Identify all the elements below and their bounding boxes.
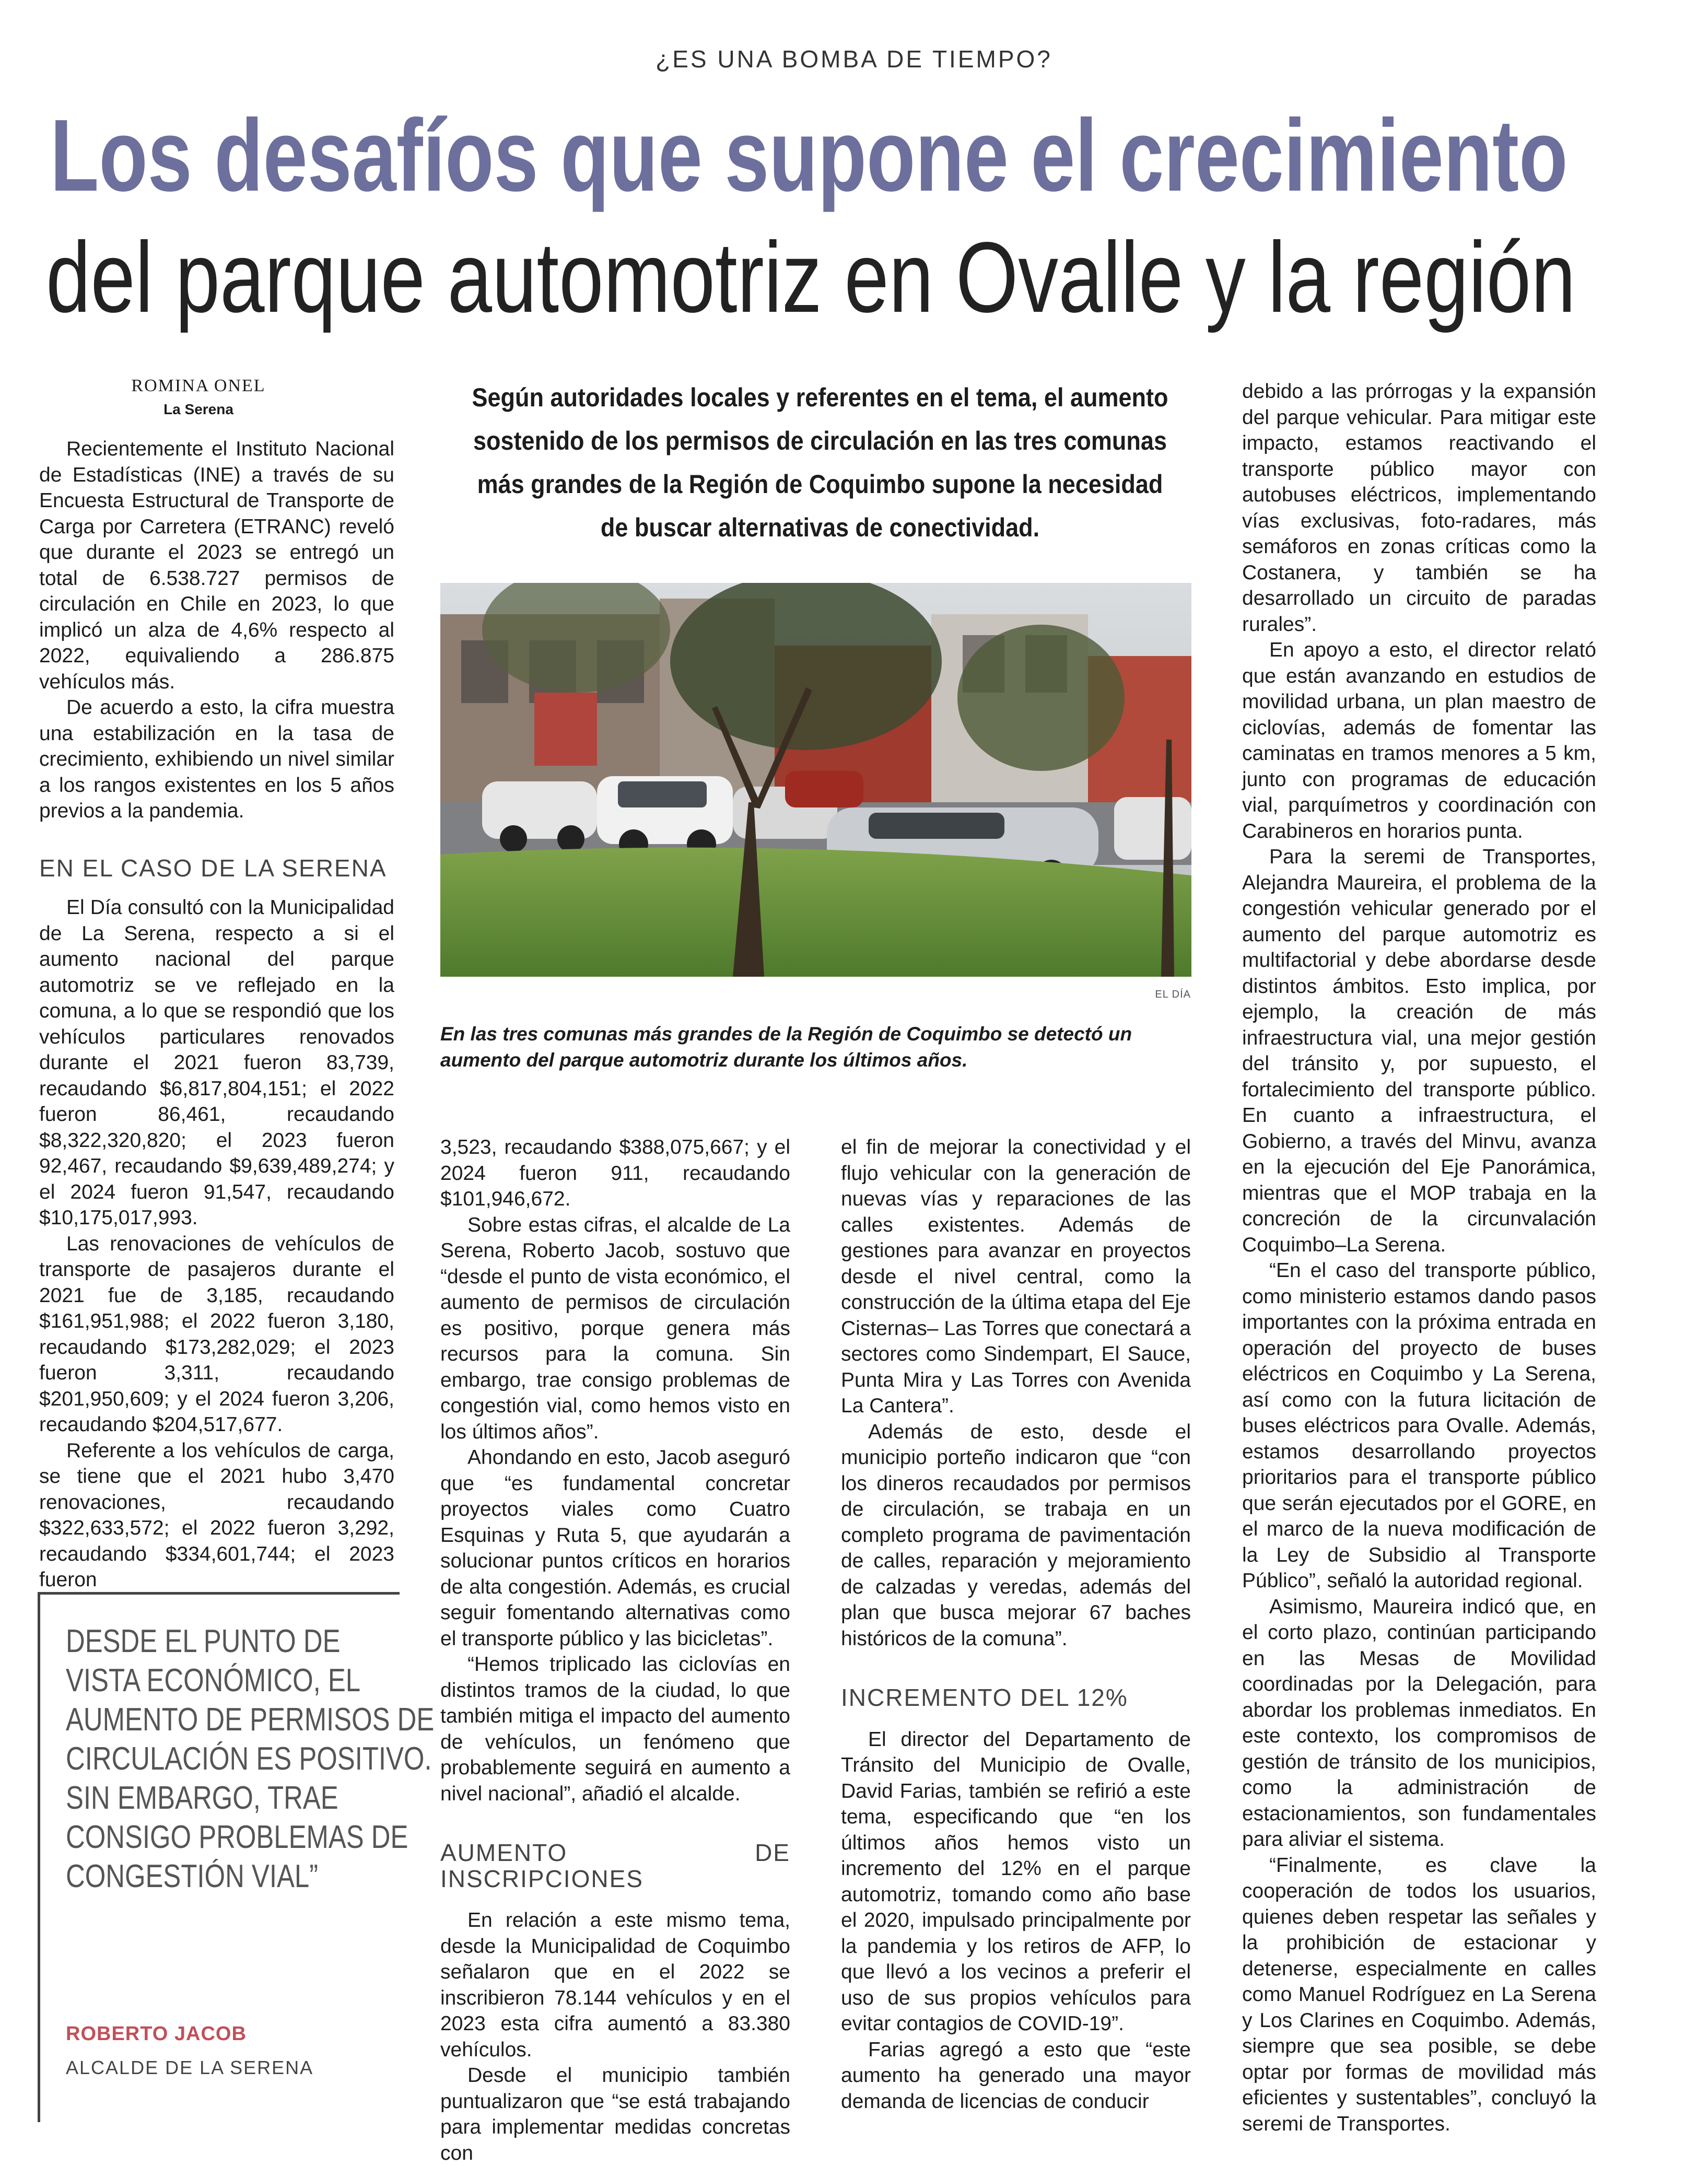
paragraph: “Hemos triplicado las ciclovías en distintos tramos de la ciudad, lo que también mitiga el impacto del aumento de vehículos, un fenómeno que probablemente seguirá en aumento a nivel nacional”, añadió el alcalde. — [440, 1653, 790, 1805]
quote-line: DESDE EL PUNTO DE — [66, 1623, 341, 1659]
quote-line: AUMENTO DE PERMISOS DE — [66, 1702, 435, 1738]
photo-credit: EL DÍA — [1155, 989, 1191, 1000]
quote-author: ROBERTO JACOB — [66, 2023, 247, 2045]
paragraph: Recientemente el Instituto Nacional de Estadísticas (INE) a través de su Encuesta Estructural de Transporte de Carga por Carretera (ETRANC) reveló que durante el 2023 se entregó un total de 6.538.727 permisos de circulación en Chile en 2023, lo que implicó un alza de 4,6% respecto al 2022, equivaliendo a 286.875 vehículos más. — [39, 438, 394, 693]
subhead: EN EL CASO DE LA SERENA — [39, 854, 387, 882]
paragraph: debido a las prórrogas y la expansión del parque vehicular. Para mitigar este impacto, estamos reactivando el transporte público mayor con autobuses eléctricos, implementando vías exclusivas, foto-radares, más semáforos en zonas críticas como la Costanera, y también se ha desarrollado un circuito de paradas rurales”. — [1242, 380, 1596, 636]
paragraph: Ahondando en esto, Jacob aseguró que “es fundamental concretar proyectos viales como Cuatro Esquinas y Ruta 5, que ayudarán a solucionar puntos críticos en horarios de alta congestión. Además, es crucial seguir fomentando alternativas como el transporte público y las bicicletas”. — [440, 1446, 790, 1650]
kicker: ¿ES UNA BOMBA DE TIEMPO? — [656, 45, 1052, 73]
paragraph: Farias agregó a esto que “este aumento ha generado una mayor demanda de licencias de conducir — [841, 2038, 1191, 2113]
paragraph: el fin de mejorar la conectividad y el flujo vehicular con la generación de nuevas vías y reparaciones de las calles existentes. Además de gestiones para avanzar en proyectos desde el nivel central, como la construcción de la última etapa del Eje Cisternas– Las Torres que conectará a sectores como Sindempart, El Sauce, Punta Mira y Las Torres con Avenida La Cantera”. — [841, 1136, 1191, 1417]
column-3 — [841, 1134, 1191, 2114]
subhead: AUMENTO DE INSCRIPCIONES — [440, 1839, 790, 1892]
quote-line: SIN EMBARGO, TRAE — [66, 1780, 338, 1816]
street-traffic-photo — [440, 583, 1191, 977]
paragraph: Desde el municipio también puntualizaron que “se está trabajando para implementar medidas concretas con — [440, 2064, 790, 2164]
paragraph: Asimismo, Maureira indicó que, en el corto plazo, continúan participando en las Mesas de Movilidad coordinadas por la Delegación, para abordar los problemas inmediatos. En este contexto, los compromisos de gestión de tránsito de los municipios, como la administración de estacionamientos, son fundamentales para aliviar el sistema. — [1242, 1595, 1596, 1851]
paragraph: En relación a este mismo tema, desde la Municipalidad de Coquimbo señalaron que en el 2022 se inscribieron 78.144 vehículos y en el 2023 esta cifra aumentó a 83.380 vehículos. — [440, 1909, 790, 2061]
column-2 — [440, 1134, 790, 2166]
headline-secondary: del parque automotriz en Ovalle y la región — [46, 221, 1576, 333]
paragraph: Las renovaciones de vehículos de transporte de pasajeros durante el 2021 fue de 3,185, recaudando $161,951,988; el 2022 fueron 3,180, recaudando $173,282,029; el 2023 fueron 3,311, recaudando $201,950,609; y el 2024 fueron 3,206, recaudando $204,517,677. — [39, 1232, 394, 1436]
quote-line: VISTA ECONÓMICO, EL — [66, 1662, 361, 1699]
byline-place: La Serena — [163, 401, 233, 417]
paragraph: 3,523, recaudando $388,075,667; y el 2024 fueron 911, recaudando $101,946,672. — [440, 1136, 790, 1210]
headline-primary: Los desafíos que supone el crecimiento — [50, 98, 1568, 213]
paragraph: De acuerdo a esto, la cifra muestra una estabilización en la tasa de crecimiento, exhibiendo un nivel similar a los rangos existentes en los 5 años previos a la pandemia. — [39, 696, 394, 822]
paragraph: El Día consultó con la Municipalidad de La Serena, respecto a si el aumento nacional del parque automotriz se ve reflejado en la comuna, a lo que se respondió que los vehículos particulares renovados durante el 2021 fueron 83,739, recaudando $6,817,804,151; el 2022 fueron 86,461, recaudando $8,322,320,820; el 2023 fueron 92,467, recaudando $9,639,489,274; y el 2024 fueron 91,547, recaudando $10,175,017,993. — [39, 896, 394, 1229]
lede: Según autoridades locales y referentes en el tema, el aumento sostenido de los permisos de circulación en las tres comunas más grandes de la Región de Coquimbo supone la necesidad de buscar alternativas de conectividad. — [472, 383, 1168, 542]
quote-line: CONGESTIÓN VIAL” — [66, 1858, 319, 1894]
paragraph: “Finalmente, es clave la cooperación de todos los usuarios, quienes deben respetar las señales y la prohibición de estacionar y detenerse, especialmente en calles como Manuel Rodríguez en La Serena y Los Clarines en Coquimbo. Además, siempre que sea posible, se debe optar por formas de movilidad más eficientes y sustentables”, concluyó la seremi de Transportes. — [1242, 1854, 1596, 2135]
paragraph: El director del Departamento de Tránsito del Municipio de Ovalle, David Farias, también se refirió a este tema, especificando que “en los últimos años hemos visto un incremento del 12% en el parque automotriz, tomando como año base el 2020, impulsado principalmente por la pandemia y los retiros de AFP, lo que llevó a los vecinos a preferir el uso de sus propios vehículos para evitar contagios de COVID-19”. — [841, 1728, 1191, 2035]
quote-line: CONSIGO PROBLEMAS DE — [66, 1819, 408, 1855]
column-1 — [39, 436, 394, 1593]
article-photo — [440, 583, 1191, 977]
paragraph: Además de esto, desde el municipio porteño indicaron que “con los dineros recaudados por permisos de circulación, se trabaja en un completo programa de pavimentación de calles, reparación y mejoramiento de calzadas y veredas, además del plan que busca mejorar 67 baches históricos de la comuna”. — [841, 1420, 1191, 1650]
column-4 — [1242, 379, 1596, 2137]
photo-caption: En las tres comunas más grandes de la Región de Coquimbo se detectó un aumento del parque automotriz durante los últimos años. — [440, 1023, 1132, 1071]
quote-author-role: ALCALDE DE LA SERENA — [66, 2057, 314, 2078]
paragraph: Referente a los vehículos de carga, se tiene que el 2021 hubo 3,470 renovaciones, recaudando $322,633,572; el 2022 fueron 3,292, recaudando $334,601,744; el 2023 fueron — [39, 1439, 394, 1591]
paragraph: En apoyo a esto, el director relató que están avanzando en estudios de movilidad urbana, un plan maestro de ciclovías, además de fomentar las caminatas en tramos menores a 5 km, junto con programas de educación vial, parquímetros y coordinación con Carabineros en horarios punta. — [1242, 639, 1596, 842]
pull-quote — [66, 1622, 435, 1896]
paragraph: Para la seremi de Transportes, Alejandra Maureira, el problema de la congestión vehicular generado por el aumento del parque automotriz es multifactorial y debe abordarse desde distintos ámbitos. Esto implica, por ejemplo, la creación de más infraestructura vial, una mejor gestión del tránsito y, por supuesto, el fortalecimiento del transporte público. En cuanto a infraestructura, el Gobierno, a través del Minvu, avanza en la ejecución del Eje Panorámica, mientras que el MOP trabaja en la concreción de la circunvalación Coquimbo–La Serena. — [1242, 846, 1596, 1256]
byline-author: ROMINA ONEL — [131, 376, 266, 395]
paragraph: “En el caso del transporte público, como ministerio estamos dando pasos importantes con la próxima entrada en operación del proyecto de buses eléctricos en Coquimbo y La Serena, así como con la futura licitación de buses eléctricos para Ovalle. Además, estamos desarrollando proyectos prioritarios para el transporte público que serán ejecutados por el GORE, en el marco de la nueva modificación de la Ley de Subsidio al Transporte Público”, señaló la autoridad regional. — [1242, 1259, 1596, 1592]
paragraph: Sobre estas cifras, el alcalde de La Serena, Roberto Jacob, sostuvo que “desde el punto de vista económico, el aumento de permisos de circulación es positivo, porque genera más recursos para la comuna. Sin embargo, trae consigo problemas de congestión vial, como hemos visto en los últimos años”. — [440, 1213, 790, 1443]
subhead: INCREMENTO DEL 12% — [841, 1684, 1128, 1711]
quote-line: CIRCULACIÓN ES POSITIVO. — [66, 1741, 432, 1777]
